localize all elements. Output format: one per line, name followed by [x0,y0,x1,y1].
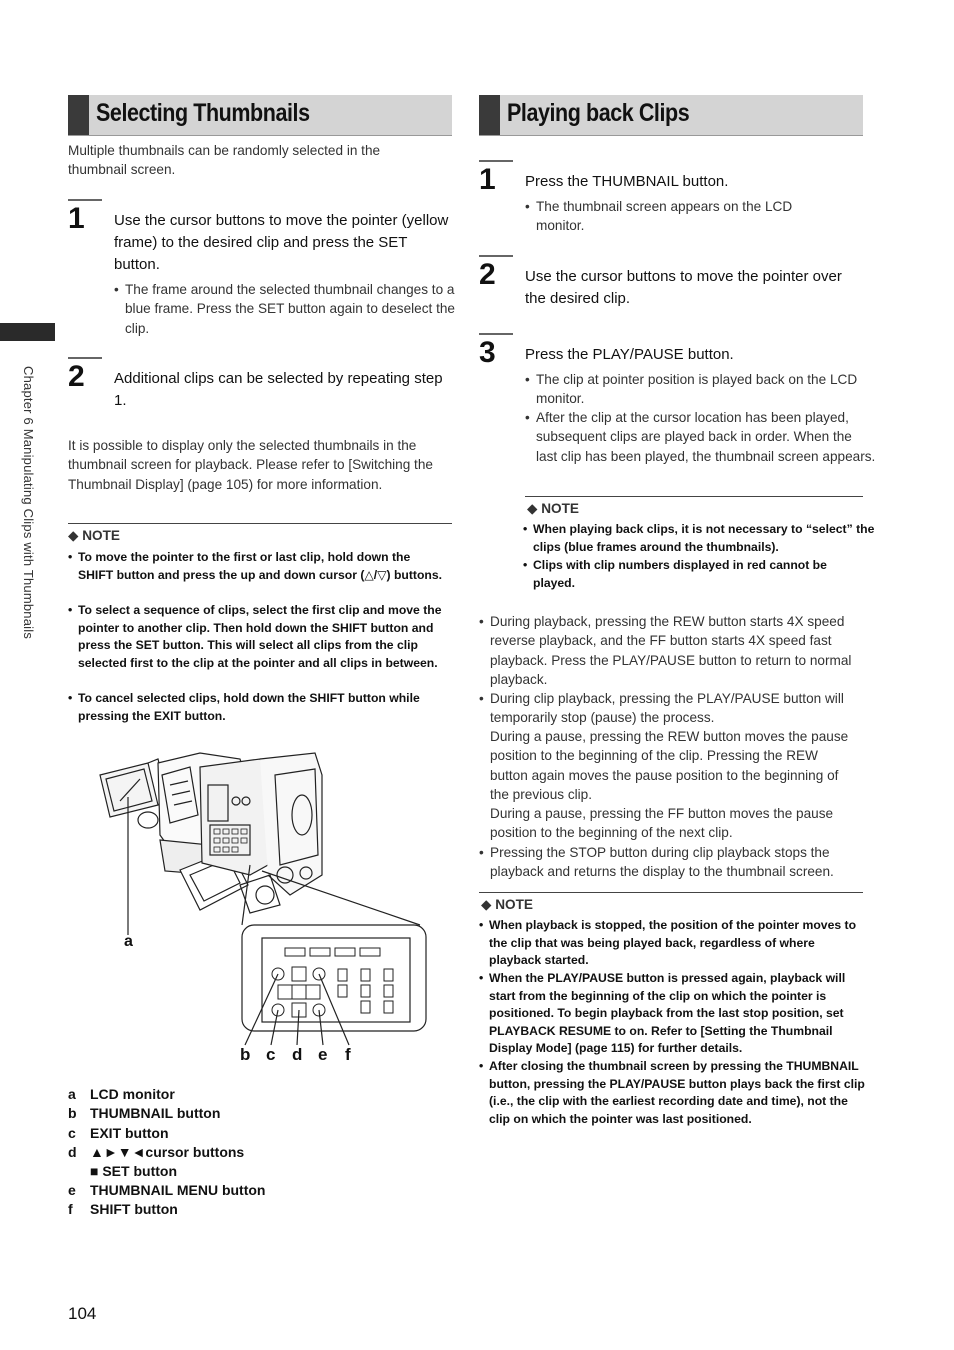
figure-label-f: f [345,1045,351,1064]
legend-item: c EXIT button [68,1125,169,1141]
playback-bullet: • During playback, pressing the REW button starts 4X speed reverse playback, and the FF button starts 4X speed fast playback. Press the PLAY/PAUSE button to return to normal playback. [479,612,860,690]
camera-illustration [90,745,435,1070]
legend-item: a LCD monitor [68,1086,175,1102]
section-title: Playing back Clips [507,99,690,127]
step-number: 1 [479,163,496,196]
step-bullet: • The clip at pointer position is played back on the LCD monitor. [525,370,866,409]
legend-item: f SHIFT button [68,1201,178,1217]
note-item: • When playback is stopped, the position of the pointer moves to the clip that was being played back, regardless of where playback started. [479,917,869,970]
note-heading: ◆ NOTE [527,501,579,516]
note-item: • To cancel selected clips, hold down the SHIFT button while pressing the EXIT button. [68,690,458,725]
figure-label-b: b [240,1045,251,1064]
note-rule [525,496,863,497]
step-bullet: • The thumbnail screen appears on the LCD monitor. [525,197,836,236]
step-number: 2 [479,258,496,291]
intro-text: Multiple thumbnails can be randomly selected in the thumbnail screen. [68,143,381,178]
legend-item: d ▲►▼◄cursor buttons [68,1144,245,1160]
section-title: Selecting Thumbnails [96,99,310,127]
legend-item: b THUMBNAIL button [68,1105,221,1121]
chapter-label: Chapter 6 Manipulating Clips with Thumbnails [21,366,36,640]
page-number: 104 [68,1304,97,1323]
figure-label-c: c [266,1045,276,1064]
step-number: 2 [68,360,85,393]
step-divider [479,255,513,257]
section-header-bar [479,95,500,135]
playback-bullet: • During clip playback, pressing the PLAY/PAUSE button will temporarily stop (pause) the process. [479,689,870,728]
step-divider [479,333,513,335]
step-text: Press the PLAY/PAUSE button. [525,346,734,363]
note-item: • After closing the thumbnail screen by pressing the THUMBNAIL button, pressing the PLAY/PAUSE button plays back the first clip (i.e., the clip with the earliest recording date and time), not the clip on which the pointer was last positioned. [479,1058,869,1128]
section-header-bar [68,95,89,135]
figure-label-a: a [124,933,133,950]
step-divider [479,160,513,162]
playback-text: During a pause, pressing the FF button moves the pause position to the beginning of the next clip. [490,806,834,841]
note-item: • When playing back clips, it is not necessary to “select” the clips (blue frames around the thumbnails). [523,521,878,556]
legend-item: e THUMBNAIL MENU button [68,1182,266,1198]
figure-label-d: d [292,1045,303,1064]
figure-label-e: e [318,1045,328,1064]
note-item: • To move the pointer to the first or last clip, hold down the SHIFT button and press the up and down cursor (△/▽) buttons. [68,549,448,584]
step-text: Press the THUMBNAIL button. [525,173,729,190]
step-text: Additional clips can be selected by repeating step 1. [114,370,443,409]
playback-bullet: • Pressing the STOP button during clip playback stops the playback and returns the display to the thumbnail screen. [479,843,875,882]
note-rule [479,892,863,893]
step-bullet: • After the clip at the cursor location has been played, subsequent clips are played back in order. When the last clip has been played, the thumbnail screen appears. [525,408,876,466]
step-text: Use the cursor buttons to move the pointer (yellow frame) to the desired clip and press the SET button. [114,212,449,273]
note-item: • Clips with clip numbers displayed in red cannot be played. [523,557,863,592]
step-divider [68,357,102,359]
step-number: 3 [479,336,496,369]
section-header-selecting-thumbnails [68,95,452,136]
note-heading: ◆ NOTE [481,897,533,912]
note-heading: ◆ NOTE [68,528,120,543]
step-bullet: • The frame around the selected thumbnail changes to a blue frame. Press the SET button again to deselect the clip. [114,280,465,338]
step-text: Use the cursor buttons to move the pointer over the desired clip. [525,268,842,307]
step-number: 1 [68,202,85,235]
section-header-playing-back-clips [479,95,863,136]
playback-text: During a pause, pressing the REW button moves the pause position to the beginning of the clip. Pressing the REW button again moves the pause position to the beginning of the previous clip. [490,729,849,803]
note-item: • To select a sequence of clips, select the first clip and move the pointer to another clip. Then hold down the SHIFT button and press the SET button. This will select all clips from the clip selected first to the clip at the pointer and all clips in between. [68,602,458,672]
legend-item: ■ SET button [90,1163,177,1179]
info-paragraph: It is possible to display only the selected thumbnails in the thumbnail screen for playback. Please refer to [Switching the Thumbnail Display] (page 105) for more information. [68,438,433,492]
chapter-tab-marker [0,323,55,341]
step-divider [68,199,102,201]
note-rule [68,523,452,524]
note-item: • When the PLAY/PAUSE button is pressed again, playback will start from the beginning of the clip on which the pointer is positioned. To begin playback from the last stop position, set PLAYBACK RESUME to on. Refer to [Setting the Thumbnail Display Mode] (page 115) for further details. [479,970,874,1058]
